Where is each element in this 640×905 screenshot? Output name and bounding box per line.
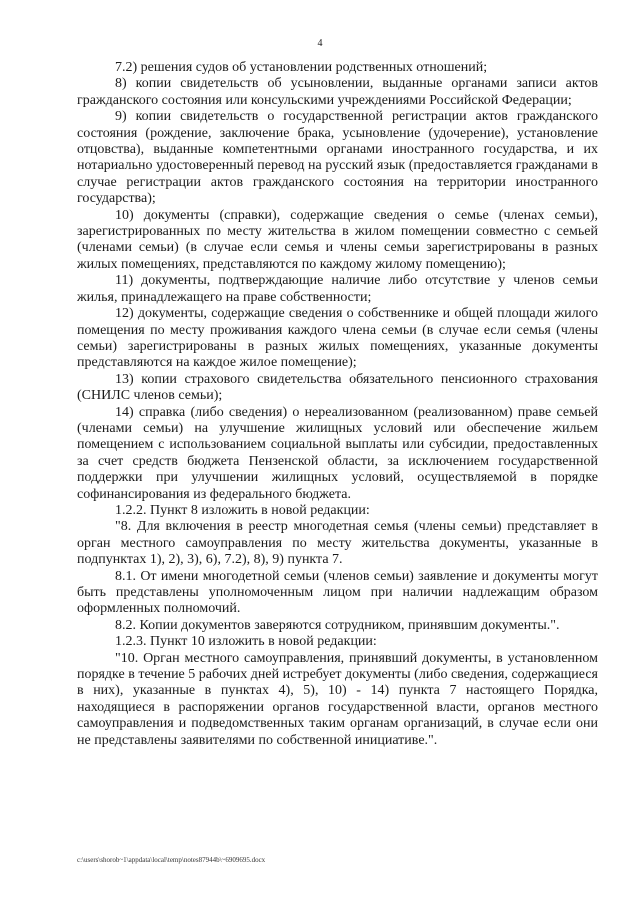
paragraph-10: 10) документы (справки), содержащие сведения о семье (членах семьи), зарегистрированных по месту жительства в жилом помещении совместно с семьей (членами семьи) (в случае если семья и члены семьи зарегистрированы в разных жилых помещениях, представляются по каждому жилому помещению); <box>77 207 598 272</box>
paragraph-14: 14) справка (либо сведения) о нереализованном (реализованном) праве семьей (членами семьи) на улучшение жилищных условий или обеспечение жильем помещением с использованием социальной выплаты или субсидии, предоставленных за счет средств бюджета Пензенской области, за исключением государственной поддержки при улучшении жилищных условий, осуществляемой в порядке софинансирования из федерального бюджета. <box>77 404 598 502</box>
paragraph-11: 11) документы, подтверждающие наличие либо отсутствие у членов семьи жилья, принадлежащего на праве собственности; <box>77 273 598 305</box>
paragraph-9: 9) копии свидетельств о государственной регистрации актов гражданского состояния (рождение, заключение брака, усыновление (удочерение), установление отцовства), выданные компетентными органами иностранного государства, и их нотариально удостоверенный перевод на русский язык (предоставляется гражданами в случае регистрации актов гражданского состояния на территории иностранного государства); <box>77 109 598 207</box>
paragraph-point-8: "8. Для включения в реестр многодетная семья (члены семьи) представляет в орган местного самоуправления по месту жительства документы, указанные в подпунктах 1), 2), 3), 6), 7.2), 8), 9) пункта 7. <box>77 519 598 568</box>
paragraph-12: 12) документы, содержащие сведения о собственнике и общей площади жилого помещения по месту проживания каждого члена семьи (в случае если семья (члены семьи) зарегистрированы в разных жилых помещениях, указанные документы представляются на каждое жилое помещение); <box>77 306 598 371</box>
paragraph-1-2-2: 1.2.2. Пункт 8 изложить в новой редакции: <box>115 502 370 518</box>
paragraph-point-10: "10. Орган местного самоуправления, принявший документы, в установленном порядке в течение 5 рабочих дней истребует документы (либо сведения, содержащиеся в них), указанные в пунктах 4), 5), 10) - 14) пункта 7 настоящего Порядка, находящиеся в распоряжении органов государственной власти, органов местного самоуправления и подведомственных таким органам организаций, в случае если они не представлены заявителями по собственной инициативе.". <box>77 650 598 748</box>
paragraph-8-2: 8.2. Копии документов заверяются сотрудником, принявшим документы.". <box>115 617 560 633</box>
document-body <box>77 60 598 749</box>
paragraph-8: 8) копии свидетельств об усыновлении, выданные органами записи актов гражданского состояния или консульскими учреждениями Российской Федерации; <box>77 76 598 108</box>
page-number: 4 <box>317 38 323 49</box>
paragraph-1-2-3: 1.2.3. Пункт 10 изложить в новой редакции: <box>115 634 377 650</box>
footer-file-path: c:\users\shorob~1\appdata\local\temp\notes87944b\~6909695.docx <box>77 856 266 864</box>
paragraph-8-1: 8.1. От имени многодетной семьи (членов семьи) заявление и документы могут быть представлены уполномоченным лицом при наличии надлежащим образом оформленных полномочий. <box>77 568 598 617</box>
paragraph-13: 13) копии страхового свидетельства обязательного пенсионного страхования (СНИЛС членов семьи); <box>77 371 598 404</box>
paragraph-7-2: 7.2) решения судов об установлении родственных отношений; <box>115 60 488 75</box>
